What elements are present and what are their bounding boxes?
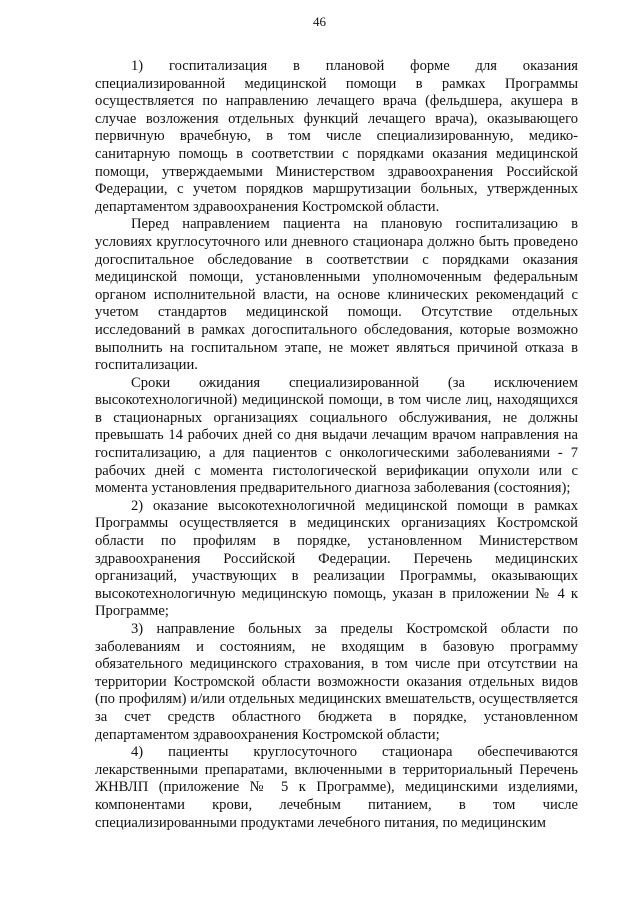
paragraph-high-tech-care: 2) оказание высокотехнологичной медицинской помощи в рамках Программы осуществляется в медицинских организациях Костромской области по профилям в порядке, установленном Министерством здравоохранения Российской Федерации. Перечень медицинских организаций, участвующих в реализации Программы, оказывающих высокотехнологичную медицинскую помощь, указан в приложении № 4 к Программе; <box>95 497 578 620</box>
page-number: 46 <box>313 14 326 29</box>
paragraph-waiting-times: Сроки ожидания специализированной (за исключением высокотехнологичной) медицинской помощи, в том числе лиц, находящихся в стационарных организациях социального обслуживания, не должны превышать 14 рабочих дней со дня выдачи лечащим врачом направления на госпитализацию, а для пациентов с онкологическими заболеваниями - 7 рабочих дней с момента гистологической верификации опухоли или с момента установления предварительного диагноза заболевания (состояния); <box>95 374 578 497</box>
paragraph-hospitalization-planned: 1) госпитализация в плановой форме для оказания специализированной медицинской помощи в рамках Программы осуществляется по направлению лечащего врача (фельдшера, акушера в случае возложения отдельных функций лечащего врача), оказывающего первичную врачебную, в том числе специализированную, медико-санитарную помощь в соответствии с порядками оказания медицинской помощи, утверждаемыми Министерством здравоохранения Российской Федерации, с учетом порядков маршрутизации больных, утвержденных департаментом здравоохранения Костромской области. <box>95 58 578 215</box>
paragraph-inpatient-supply: 4) пациенты круглосуточного стационара обеспечиваются лекарственными препаратами, включенными в территориальный Перечень ЖНВЛП (приложение № 5 к Программе), медицинскими изделиями, компонентами крови, лечебным питанием, в том числе специализированными продуктами лечебного питания, по медицинским <box>95 744 578 831</box>
document-body <box>95 58 578 832</box>
paragraph-pre-hospital-examination: Перед направлением пациента на плановую госпитализацию в условиях круглосуточного или дневного стационара должно быть проведено догоспитальное обследование в соответствии с порядками оказания медицинской помощи, установленными уполномоченным федеральным органом исполнительной власти, на основе клинических рекомендаций с учетом стандартов медицинской помощи. Отсутствие отдельных исследований в рамках догоспитального обследования, которые возможно выполнить на госпитальном этапе, не может являться причиной отказа в госпитализации. <box>95 216 578 374</box>
paragraph-referral-outside-region: 3) направление больных за пределы Костромской области по заболеваниям и состояниям, не входящим в базовую программу обязательного медицинского страхования, в том числе при отсутствии на территории Костромской области возможности оказания отдельных видов (по профилям) и/или отдельных медицинских вмешательств, осуществляется за счет средств областного бюджета в порядке, установленном департаментом здравоохранения Костромской области; <box>95 621 578 743</box>
